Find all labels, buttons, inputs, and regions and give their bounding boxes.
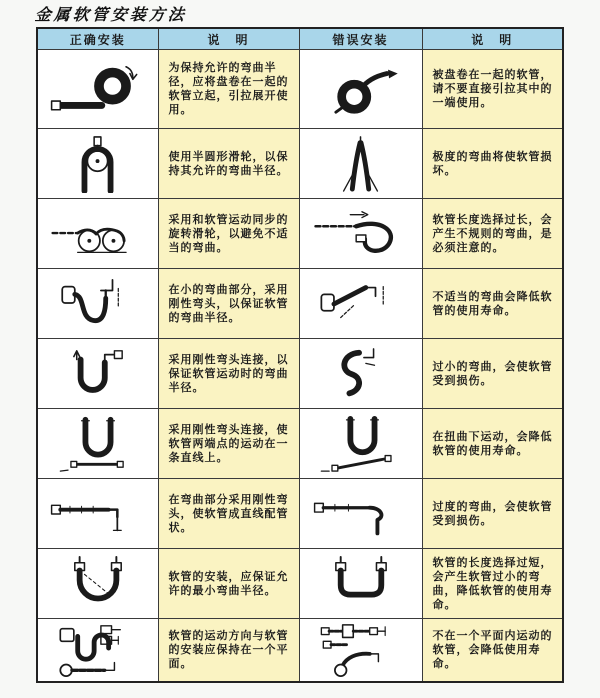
- coiled-hose-unrolled-icon: [40, 60, 156, 118]
- correct-description-cell: 软管的安装，应保证允许的最小弯曲半径。: [158, 549, 299, 619]
- table-body: [37, 50, 563, 683]
- wrong-description-cell: 不在一个平面内运动的软管，会降低使用寿命。: [422, 619, 563, 683]
- correct-illustration-cell: [37, 619, 158, 683]
- table-row: [37, 549, 563, 619]
- wrong-illustration-cell: [299, 339, 422, 409]
- table-row: [37, 50, 563, 129]
- correct-description-cell: 在小的弯曲部分，采用刚性弯头，以保证软管的弯曲半径。: [158, 269, 299, 339]
- extreme-bend-icon: [302, 135, 420, 193]
- wrong-illustration-cell: [299, 619, 422, 683]
- semicircular-pulley-icon: [40, 135, 156, 193]
- minimum-bend-radius-u-icon: [40, 555, 156, 613]
- too-short-flat-u-icon: [302, 555, 420, 613]
- correct-illustration-cell: [37, 549, 158, 619]
- wrong-description-cell: 极度的弯曲将使软管损坏。: [422, 129, 563, 199]
- installation-table: [36, 27, 564, 683]
- table-row: [37, 479, 563, 549]
- page-title: 金属软管安装方法: [34, 5, 188, 24]
- correct-description-cell: 软管的运动方向与软管的安装应保持在一个平面。: [158, 619, 299, 683]
- wrong-description-cell: 被盘卷在一起的软管，请不要直接引拉其中的一端使用。: [422, 50, 563, 129]
- table-row: [37, 199, 563, 269]
- wrong-illustration-cell: [299, 479, 422, 549]
- correct-description-cell: 采用和软管运动同步的旋转滑轮，以避免不适当的弯曲。: [158, 199, 299, 269]
- correct-description-cell: 在弯曲部分采用刚性弯头，使软管成直线配管状。: [158, 479, 299, 549]
- too-small-bend-s-hook-icon: [302, 345, 420, 403]
- correct-description-cell: 使用半圆形滑轮，以保持其允许的弯曲半径。: [158, 129, 299, 199]
- table-row: [37, 129, 563, 199]
- wrong-illustration-cell: [299, 549, 422, 619]
- out-of-plane-motion-icon: [302, 621, 420, 679]
- u-loop-inline-motion-icon: [40, 415, 156, 473]
- header-wrong-install: 错误安装: [299, 28, 422, 50]
- header-correct-install: 正确安装: [37, 28, 158, 50]
- table-header-row: [37, 28, 563, 50]
- coiled-hose-pulled-end-icon: [302, 60, 420, 118]
- correct-illustration-cell: [37, 50, 158, 129]
- twisted-motion-u-icon: [302, 415, 420, 473]
- wrong-illustration-cell: [299, 129, 422, 199]
- wrong-description-cell: 在扭曲下运动，会降低软管的使用寿命。: [422, 409, 563, 479]
- wrong-illustration-cell: [299, 409, 422, 479]
- correct-illustration-cell: [37, 199, 158, 269]
- correct-illustration-cell: [37, 129, 158, 199]
- correct-description-cell: 采用刚性弯头连接，使软管两端点的运动在一条直线上。: [158, 409, 299, 479]
- table-row: [37, 339, 563, 409]
- correct-description-cell: 为保持允许的弯曲半径，应将盘卷在一起的软管立起，引拉展开使用。: [158, 50, 299, 129]
- header-wrong-description: 说 明: [422, 28, 563, 50]
- over-long-irregular-bend-icon: [302, 205, 420, 263]
- wrong-description-cell: 过度的弯曲，会使软管受到损伤。: [422, 479, 563, 549]
- wrong-description-cell: 软管长度选择过长，会产生不规则的弯曲，是必须注意的。: [422, 199, 563, 269]
- table-row: [37, 269, 563, 339]
- correct-description-cell: 采用刚性弯头连接，以保证软管运动时的弯曲半径。: [158, 339, 299, 409]
- excessive-bend-hook-icon: [302, 485, 420, 543]
- rigid-elbow-small-bend-icon: [40, 275, 156, 333]
- table-row: [37, 409, 563, 479]
- correct-illustration-cell: [37, 269, 158, 339]
- same-plane-trap-icon: [40, 621, 156, 679]
- wrong-description-cell: 过小的弯曲，会使软管受到损伤。: [422, 339, 563, 409]
- correct-illustration-cell: [37, 409, 158, 479]
- correct-illustration-cell: [37, 339, 158, 409]
- wrong-illustration-cell: [299, 199, 422, 269]
- improper-bend-icon: [302, 275, 420, 333]
- wrong-description-cell: 软管的长度选择过短，会产生软管过小的弯曲，降低软管的使用寿命。: [422, 549, 563, 619]
- straight-pipe-with-elbow-icon: [40, 485, 156, 543]
- header-correct-description: 说 明: [158, 28, 299, 50]
- synchronized-rotating-pulleys-icon: [40, 205, 156, 263]
- wrong-illustration-cell: [299, 50, 422, 129]
- wrong-description-cell: 不适当的弯曲会降低软管的使用寿命。: [422, 269, 563, 339]
- wrong-illustration-cell: [299, 269, 422, 339]
- table-row: [37, 619, 563, 683]
- correct-illustration-cell: [37, 479, 158, 549]
- rigid-elbow-connection-u-icon: [40, 345, 156, 403]
